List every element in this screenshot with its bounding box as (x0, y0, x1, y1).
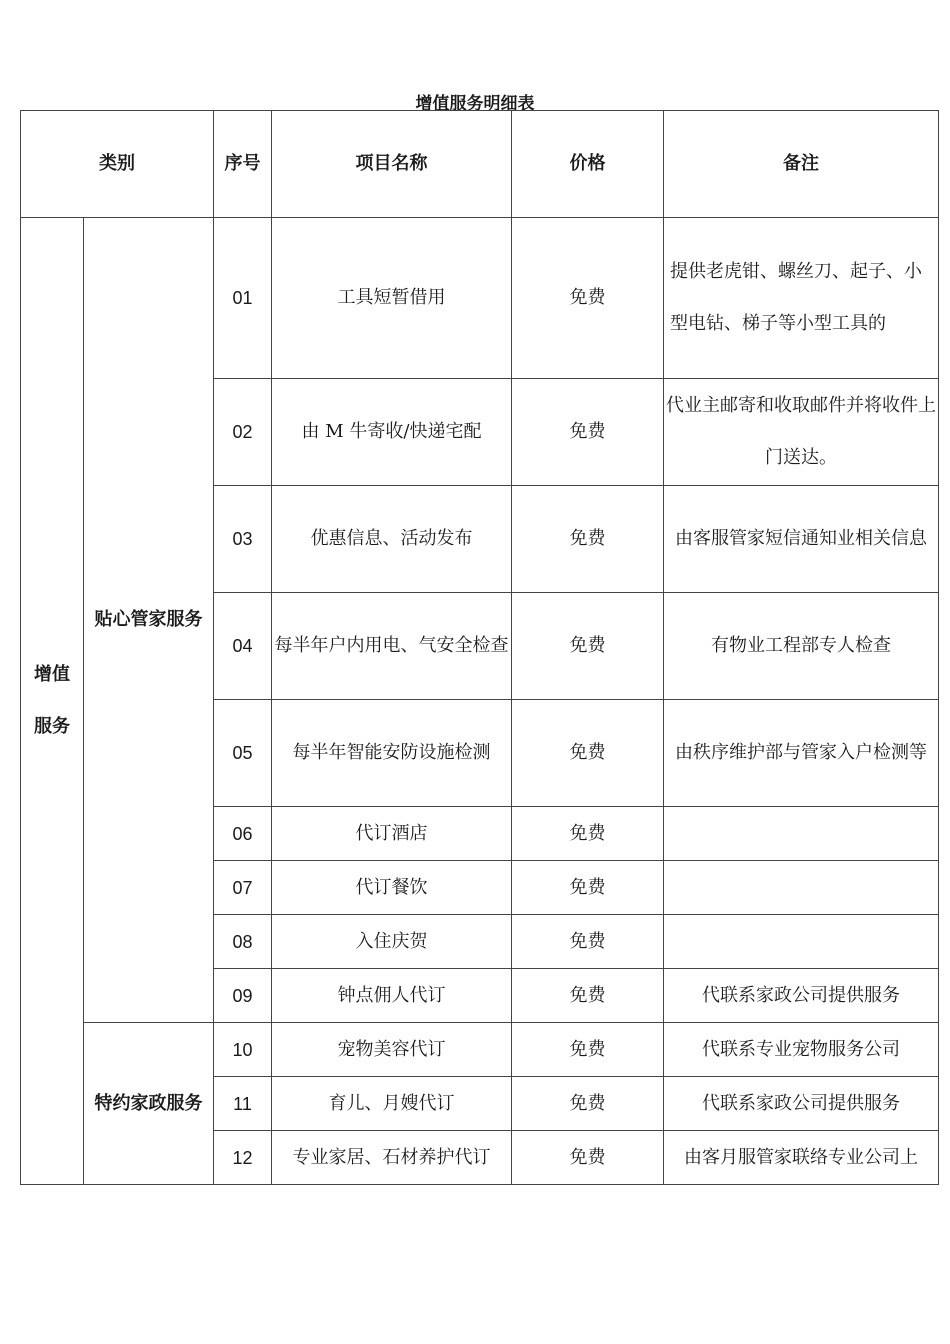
service-table (20, 110, 939, 1185)
row-price: 免费 (512, 218, 664, 379)
row-price: 免费 (512, 1023, 664, 1077)
row-price: 免费 (512, 700, 664, 807)
row-note (664, 861, 939, 915)
row-price: 免费 (512, 861, 664, 915)
row-price: 免费 (512, 379, 664, 486)
row-seq: 04 (214, 593, 272, 700)
row-seq: 05 (214, 700, 272, 807)
category-main-label: 增值服务 (34, 664, 70, 737)
row-note: 有物业工程部专人检查 (664, 593, 939, 700)
row-price: 免费 (512, 486, 664, 593)
row-seq: 01 (214, 218, 272, 379)
row-note: 由客月服管家联络专业公司上 (664, 1131, 939, 1185)
row-name: 每半年户内用电、气安全检查 (272, 593, 512, 700)
category-group-2-label: 特约家政服务 (94, 1092, 203, 1114)
row-price: 免费 (512, 593, 664, 700)
header-row (21, 111, 939, 218)
table-title: 增值服务明细表 (415, 94, 535, 114)
row-note: 代联系家政公司提供服务 (664, 969, 939, 1023)
row-name: 工具短暂借用 (272, 218, 512, 379)
row-note: 由客服管家短信通知业相关信息 (664, 486, 939, 593)
row-note: 代联系专业宠物服务公司 (664, 1023, 939, 1077)
row-note: 由秩序维护部与管家入户检测等 (664, 700, 939, 807)
row-name: 代订餐饮 (272, 861, 512, 915)
row-seq: 07 (214, 861, 272, 915)
table-row (21, 218, 939, 379)
header-seq: 序号 (214, 111, 272, 218)
category-group-1-label: 贴心管家服务 (94, 609, 203, 630)
header-note: 备注 (664, 111, 939, 218)
row-seq: 02 (214, 379, 272, 486)
row-seq: 11 (214, 1077, 272, 1131)
row-name: 由 M 牛寄收/快递宅配 (272, 379, 512, 486)
category-main (21, 218, 84, 1185)
row-seq: 10 (214, 1023, 272, 1077)
table-row (21, 1023, 939, 1077)
row-seq: 12 (214, 1131, 272, 1185)
row-price: 免费 (512, 915, 664, 969)
row-seq: 03 (214, 486, 272, 593)
row-price: 免费 (512, 969, 664, 1023)
header-price: 价格 (512, 111, 664, 218)
category-group-2 (84, 1023, 214, 1185)
row-name: 入住庆贺 (272, 915, 512, 969)
row-name: 专业家居、石材养护代订 (272, 1131, 512, 1185)
row-note (664, 807, 939, 861)
row-price: 免费 (512, 1077, 664, 1131)
header-name: 项目名称 (272, 111, 512, 218)
row-name: 育儿、月嫂代订 (272, 1077, 512, 1131)
row-note (664, 915, 939, 969)
row-name: 钟点佣人代订 (272, 969, 512, 1023)
row-seq: 08 (214, 915, 272, 969)
row-name: 代订酒店 (272, 807, 512, 861)
row-note: 提供老虎钳、螺丝刀、起子、小型电钻、梯子等小型工具的 (664, 218, 939, 379)
row-note: 代业主邮寄和收取邮件并将收件上门送达。 (664, 379, 939, 486)
row-seq: 09 (214, 969, 272, 1023)
row-name: 宠物美容代订 (272, 1023, 512, 1077)
row-name: 优惠信息、活动发布 (272, 486, 512, 593)
header-category: 类别 (21, 111, 214, 218)
row-price: 免费 (512, 807, 664, 861)
row-name: 每半年智能安防设施检测 (272, 700, 512, 807)
category-group-1 (84, 218, 214, 1023)
row-note: 代联系家政公司提供服务 (664, 1077, 939, 1131)
row-seq: 06 (214, 807, 272, 861)
row-price: 免费 (512, 1131, 664, 1185)
